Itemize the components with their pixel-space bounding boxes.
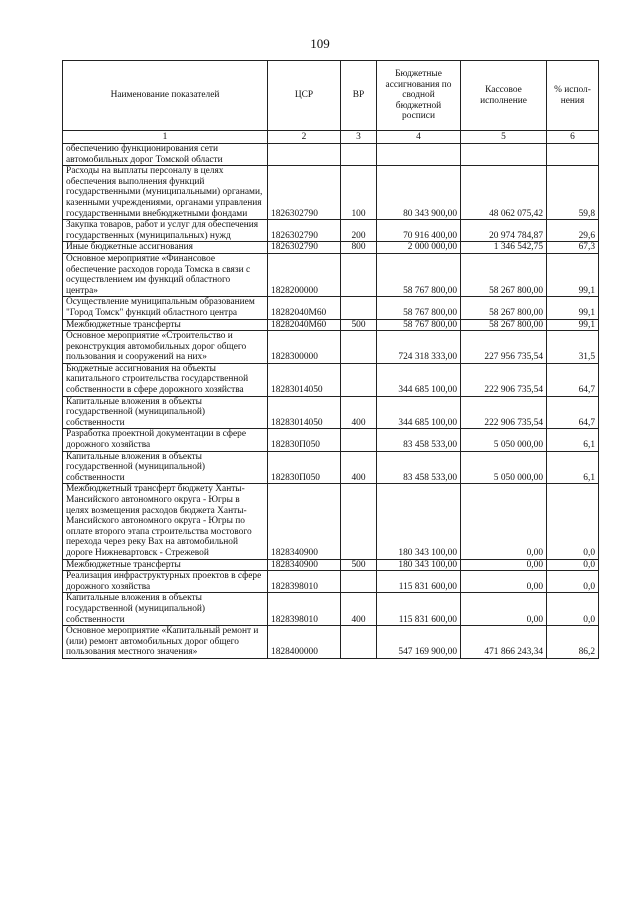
csr-code: 1828340900: [268, 559, 341, 571]
table-row: [63, 253, 599, 296]
budget-allocation: 344 685 100,00: [377, 363, 461, 396]
execution-percent: 0,0: [547, 559, 599, 571]
budget-allocation: 115 831 600,00: [377, 593, 461, 626]
indicator-name: Бюджетные ассигнования на объекты капитального строительства государственной собственности в сфере дорожного хозяйства: [63, 363, 268, 396]
budget-allocation: 2 000 000,00: [377, 242, 461, 254]
execution-percent: 64,7: [547, 396, 599, 429]
execution-percent: 0,0: [547, 484, 599, 559]
vr-code: [341, 253, 377, 296]
csr-code: 1828398010: [268, 571, 341, 593]
vr-code: 400: [341, 593, 377, 626]
budget-allocation: 58 767 800,00: [377, 297, 461, 319]
csr-code: 1826302790: [268, 220, 341, 242]
indicator-name: Иные бюджетные ассигнования: [63, 242, 268, 254]
execution-percent: 99,1: [547, 319, 599, 331]
table-body: [63, 144, 599, 659]
execution-percent: 6,1: [547, 451, 599, 484]
column-header-budget: Бюджетные ассигнования по сводной бюджетной росписи: [377, 61, 461, 131]
indicator-name: Расходы на выплаты персоналу в целях обеспечения выполнения функций государственными (муниципальными) органами, казенными учреждениями, органами управления государственными внебюджетными фондами: [63, 166, 268, 220]
column-header-vr: ВР: [341, 61, 377, 131]
budget-execution-table: [62, 60, 599, 659]
table-row: [63, 363, 599, 396]
budget-allocation: 344 685 100,00: [377, 396, 461, 429]
table-row: [63, 559, 599, 571]
indicator-name: Осуществление муниципальным образованием "Город Томск" функций областного центра: [63, 297, 268, 319]
csr-code: 1826302790: [268, 166, 341, 220]
cash-execution: [461, 144, 547, 166]
vr-code: [341, 297, 377, 319]
execution-percent: 0,0: [547, 593, 599, 626]
indicator-name: Реализация инфраструктурных проектов в сфере дорожного хозяйства: [63, 571, 268, 593]
cash-execution: 58 267 800,00: [461, 297, 547, 319]
execution-percent: 67,3: [547, 242, 599, 254]
cash-execution: 0,00: [461, 593, 547, 626]
csr-code: 18283014050: [268, 396, 341, 429]
budget-allocation: 180 343 100,00: [377, 484, 461, 559]
csr-code: 182830П050: [268, 429, 341, 451]
csr-code: 1828200000: [268, 253, 341, 296]
cash-execution: 227 956 735,54: [461, 331, 547, 364]
column-number: 1: [63, 131, 268, 144]
column-header-name: Наименование показателей: [63, 61, 268, 131]
vr-code: 500: [341, 319, 377, 331]
table-row: [63, 396, 599, 429]
column-header-pct: % испол- нения: [547, 61, 599, 131]
vr-code: 400: [341, 451, 377, 484]
budget-allocation: 58 767 800,00: [377, 253, 461, 296]
csr-code: 1828340900: [268, 484, 341, 559]
cash-execution: 471 866 243,34: [461, 626, 547, 659]
cash-execution: 5 050 000,00: [461, 451, 547, 484]
csr-code: 18283014050: [268, 363, 341, 396]
csr-code: 1828400000: [268, 626, 341, 659]
vr-code: 200: [341, 220, 377, 242]
vr-code: [341, 484, 377, 559]
csr-code: 1828398010: [268, 593, 341, 626]
indicator-name: Межбюджетный трансферт бюджету Ханты-Мансийского автономного округа - Югры в целях возмещения расходов бюджета Ханты-Мансийского автономного округа - Югры по оплате второго этапа строительства мостового перехода через реку Вах на автомобильной дороге Нижневартовск - Стрежевой: [63, 484, 268, 559]
execution-percent: 86,2: [547, 626, 599, 659]
vr-code: [341, 144, 377, 166]
indicator-name: Межбюджетные трансферты: [63, 319, 268, 331]
cash-execution: 58 267 800,00: [461, 253, 547, 296]
vr-code: 800: [341, 242, 377, 254]
column-header-csr: ЦСР: [268, 61, 341, 131]
indicator-name: Основное мероприятие «Строительство и реконструкция автомобильных дорог общего пользования и сооружений на них»: [63, 331, 268, 364]
indicator-name: Закупка товаров, работ и услуг для обеспечения государственных (муниципальных) нужд: [63, 220, 268, 242]
csr-code: 182830П050: [268, 451, 341, 484]
budget-allocation: 724 318 333,00: [377, 331, 461, 364]
execution-percent: 0,0: [547, 571, 599, 593]
budget-allocation: 547 169 900,00: [377, 626, 461, 659]
table-row: [63, 331, 599, 364]
vr-code: [341, 626, 377, 659]
indicator-name: Капитальные вложения в объекты государственной (муниципальной) собственности: [63, 593, 268, 626]
execution-percent: 99,1: [547, 297, 599, 319]
cash-execution: 48 062 075,42: [461, 166, 547, 220]
table-row: [63, 571, 599, 593]
csr-code: 18282040М60: [268, 319, 341, 331]
indicator-name: Капитальные вложения в объекты государственной (муниципальной) собственности: [63, 451, 268, 484]
execution-percent: 29,6: [547, 220, 599, 242]
column-header-cash: Кассовое исполнение: [461, 61, 547, 131]
cash-execution: 222 906 735,54: [461, 396, 547, 429]
cash-execution: 58 267 800,00: [461, 319, 547, 331]
vr-code: [341, 331, 377, 364]
table-row: [63, 429, 599, 451]
indicator-name: Основное мероприятие «Финансовое обеспечение расходов города Томска в связи с осуществлением им функций областного центра»: [63, 253, 268, 296]
cash-execution: 0,00: [461, 484, 547, 559]
cash-execution: 20 974 784,87: [461, 220, 547, 242]
indicator-name: обеспечению функционирования сети автомобильных дорог Томской области: [63, 144, 268, 166]
page-number: 109: [310, 36, 330, 51]
execution-percent: 99,1: [547, 253, 599, 296]
indicator-name: Основное мероприятие «Капитальный ремонт и (или) ремонт автомобильных дорог общего пользования местного значения»: [63, 626, 268, 659]
cash-execution: 1 346 542,75: [461, 242, 547, 254]
table-row: [63, 144, 599, 166]
csr-code: 18282040М60: [268, 297, 341, 319]
execution-percent: 64,7: [547, 363, 599, 396]
table-row: [63, 242, 599, 254]
execution-percent: 31,5: [547, 331, 599, 364]
budget-allocation: 83 458 533,00: [377, 429, 461, 451]
cash-execution: 0,00: [461, 559, 547, 571]
vr-code: 400: [341, 396, 377, 429]
table-row: [63, 166, 599, 220]
csr-code: [268, 144, 341, 166]
csr-code: 1826302790: [268, 242, 341, 254]
indicator-name: Межбюджетные трансферты: [63, 559, 268, 571]
budget-allocation: 115 831 600,00: [377, 571, 461, 593]
execution-percent: 59,8: [547, 166, 599, 220]
column-number: 2: [268, 131, 341, 144]
budget-allocation: 80 343 900,00: [377, 166, 461, 220]
budget-allocation: 70 916 400,00: [377, 220, 461, 242]
table-row: [63, 319, 599, 331]
vr-code: 100: [341, 166, 377, 220]
vr-code: 500: [341, 559, 377, 571]
vr-code: [341, 363, 377, 396]
csr-code: 1828300000: [268, 331, 341, 364]
table-row: [63, 451, 599, 484]
vr-code: [341, 429, 377, 451]
table-row: [63, 220, 599, 242]
table-row: [63, 626, 599, 659]
column-number: 5: [461, 131, 547, 144]
budget-allocation: [377, 144, 461, 166]
indicator-name: Капитальные вложения в объекты государственной (муниципальной) собственности: [63, 396, 268, 429]
cash-execution: 0,00: [461, 571, 547, 593]
cash-execution: 222 906 735,54: [461, 363, 547, 396]
column-number: 3: [341, 131, 377, 144]
vr-code: [341, 571, 377, 593]
table-row: [63, 484, 599, 559]
column-number: 4: [377, 131, 461, 144]
table-row: [63, 593, 599, 626]
cash-execution: 5 050 000,00: [461, 429, 547, 451]
column-number: 6: [547, 131, 599, 144]
header-row: [63, 61, 599, 131]
budget-allocation: 180 343 100,00: [377, 559, 461, 571]
budget-allocation: 58 767 800,00: [377, 319, 461, 331]
table-row: [63, 297, 599, 319]
execution-percent: 6,1: [547, 429, 599, 451]
execution-percent: [547, 144, 599, 166]
budget-allocation: 83 458 533,00: [377, 451, 461, 484]
column-number-row: [63, 131, 599, 144]
indicator-name: Разработка проектной документации в сфере дорожного хозяйства: [63, 429, 268, 451]
